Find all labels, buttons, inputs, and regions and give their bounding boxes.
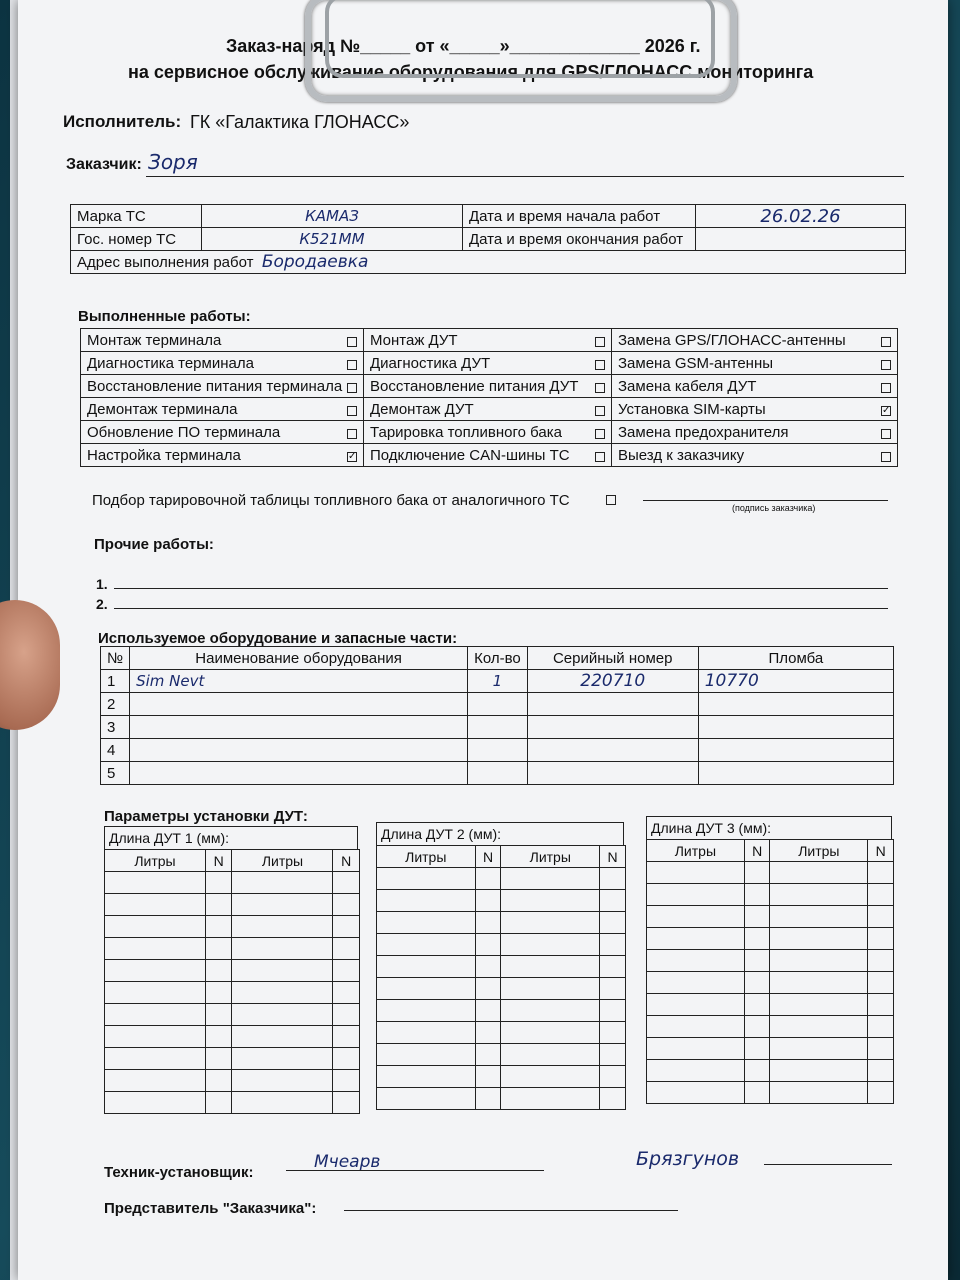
vehicle-table: [70, 204, 906, 274]
work-item: Подключение CAN-шины ТС: [364, 444, 612, 467]
work-item: Восстановление питания ДУТ: [364, 375, 612, 398]
executor-value: ГК «Галактика ГЛОНАСС»: [190, 112, 410, 132]
address-label: Адрес выполнения работ: [77, 254, 254, 271]
other-item-1: 1.: [96, 576, 108, 592]
other-item-2: 2.: [96, 596, 108, 612]
checkbox[interactable]: [595, 360, 605, 370]
work-item: Демонтаж терминала: [81, 398, 364, 421]
work-item: Установка SIM-карты ✓: [612, 398, 898, 421]
col-header: Пломба: [698, 647, 893, 670]
checkbox[interactable]: [881, 360, 891, 370]
plate-value: К521ММ: [202, 228, 463, 251]
table-row: 5: [101, 762, 894, 785]
dut1-table: Литры N Литры N: [104, 849, 360, 1114]
works-title: Выполненные работы:: [78, 308, 251, 325]
dut3-block: [646, 816, 892, 1104]
signature-caption: (подпись заказчика): [732, 503, 816, 513]
work-item: Восстановление питания терминала: [81, 375, 364, 398]
dut2-title: Длина ДУТ 2 (мм):: [376, 822, 624, 845]
table-row: 1 Sim Nevt 1 220710 10770: [101, 670, 894, 693]
equipment-title: Используемое оборудование и запасные части:: [98, 630, 458, 647]
other-line-2: [114, 608, 888, 609]
equipment-seal: 10770: [698, 670, 893, 693]
executor-label: Исполнитель:: [63, 112, 182, 131]
work-item: Настройка терминала ✓: [81, 444, 364, 467]
equipment-qty: 1: [468, 670, 528, 693]
dut-title: Параметры установки ДУТ:: [104, 808, 308, 825]
start-value: 26.02.26: [696, 205, 906, 228]
other-line-1: [114, 588, 888, 589]
clipboard-clip-inner: [325, 0, 715, 78]
customer-signature-line: [643, 500, 888, 501]
dut2-block: [376, 822, 624, 1110]
dut1-title: Длина ДУТ 1 (мм):: [104, 826, 358, 849]
checkbox[interactable]: [881, 337, 891, 347]
equipment-table: [100, 646, 894, 785]
table-row: 2: [101, 693, 894, 716]
checkbox[interactable]: [595, 452, 605, 462]
checkbox[interactable]: [881, 452, 891, 462]
checkbox[interactable]: ✓: [882, 404, 891, 416]
technician-signature-line: [764, 1164, 892, 1165]
address-value: Бородаевка: [261, 252, 369, 272]
equipment-serial: 220710: [527, 670, 698, 693]
table-row: 4: [101, 739, 894, 762]
customer-line: [146, 176, 904, 177]
col-header: №: [101, 647, 130, 670]
checkbox[interactable]: [347, 429, 357, 439]
checkbox[interactable]: [595, 383, 605, 393]
start-label: Дата и время начала работ: [463, 205, 696, 228]
brand-value: КАМАЗ: [202, 205, 463, 228]
checkbox[interactable]: [595, 429, 605, 439]
work-item: Диагностика ДУТ: [364, 352, 612, 375]
work-item: Тарировка топливного бака: [364, 421, 612, 444]
technician-name-line: [286, 1170, 544, 1171]
work-item: Выезд к заказчику: [612, 444, 898, 467]
works-table: [80, 328, 898, 467]
technician-label: Техник-установщик:: [104, 1164, 254, 1181]
table-row: 3: [101, 716, 894, 739]
checkbox[interactable]: [347, 337, 357, 347]
equipment-name: Sim Nevt: [130, 670, 468, 693]
work-item: Замена GSM-антенны: [612, 352, 898, 375]
work-item: Монтаж ДУТ: [364, 329, 612, 352]
col-header: Наименование оборудования: [130, 647, 468, 670]
order-title-line2: на сервисное обслуживание оборудования для GPS/ГЛОНАСС мониторинга: [128, 62, 814, 82]
other-works-title: Прочие работы:: [94, 536, 214, 553]
technician-name: Мчеарв: [314, 1152, 381, 1172]
checkbox[interactable]: [347, 406, 357, 416]
dut2-table: Литры N Литры N: [376, 845, 626, 1110]
work-item: Замена GPS/ГЛОНАСС-антенны: [612, 329, 898, 352]
representative-line: [344, 1210, 678, 1211]
service-order-sheet: [18, 0, 948, 1280]
checkbox[interactable]: [347, 383, 357, 393]
work-item: Монтаж терминала: [81, 329, 364, 352]
tariff-checkbox[interactable]: [606, 495, 616, 505]
end-value: [696, 228, 906, 251]
customer-label: Заказчик:: [66, 156, 142, 173]
checkbox[interactable]: [347, 360, 357, 370]
representative-label: Представитель "Заказчика":: [104, 1200, 317, 1217]
checkbox[interactable]: ✓: [348, 450, 357, 462]
dut3-title: Длина ДУТ 3 (мм):: [646, 816, 892, 839]
tariff-text: Подбор тарировочной таблицы топливного бака от аналогичного ТС: [92, 492, 570, 509]
checkbox[interactable]: [881, 429, 891, 439]
brand-label: Марка ТС: [71, 205, 202, 228]
work-item: Диагностика терминала: [81, 352, 364, 375]
order-title-line1: Заказ-наряд №_____ от «_____»_____________ 2026 г.: [226, 36, 701, 56]
dut1-block: [104, 826, 358, 1114]
plate-label: Гос. номер ТС: [71, 228, 202, 251]
checkbox[interactable]: [881, 383, 891, 393]
address-row: [71, 251, 906, 274]
dut3-table: Литры N Литры N: [646, 839, 894, 1104]
end-label: Дата и время окончания работ: [463, 228, 696, 251]
work-item: Обновление ПО терминала: [81, 421, 364, 444]
thumb: [0, 600, 60, 730]
work-item: Замена кабеля ДУТ: [612, 375, 898, 398]
checkbox[interactable]: [595, 406, 605, 416]
col-header: Кол-во: [468, 647, 528, 670]
customer-value: Зоря: [148, 150, 198, 174]
col-header: Серийный номер: [527, 647, 698, 670]
technician-signature: Брязгунов: [636, 1148, 740, 1170]
work-item: Демонтаж ДУТ: [364, 398, 612, 421]
checkbox[interactable]: [595, 337, 605, 347]
work-item: Замена предохранителя: [612, 421, 898, 444]
